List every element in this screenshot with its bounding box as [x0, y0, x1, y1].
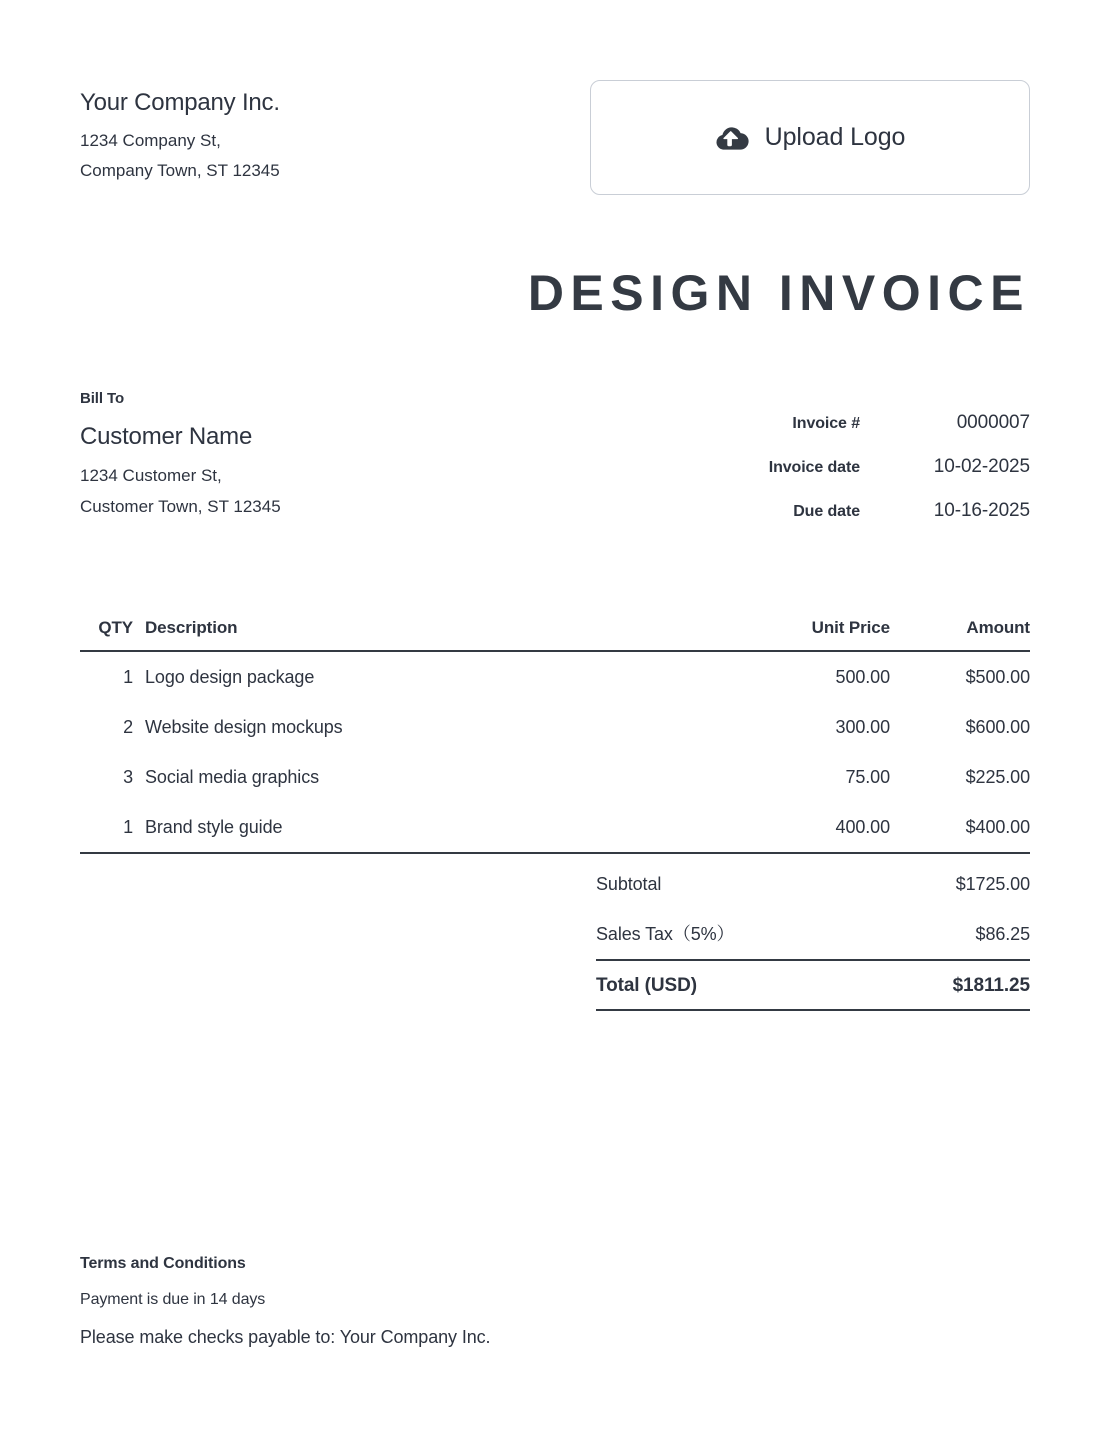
customer-address-line-2: Customer Town, ST 12345 [80, 496, 281, 516]
meta-row-invoice-date [650, 456, 1030, 500]
terms-title: Terms and Conditions [80, 1255, 246, 1272]
customer-address [80, 461, 510, 523]
invoice-header [80, 80, 1030, 200]
invoice-date-value: 10-02-2025 [933, 456, 1030, 477]
totals-block [596, 859, 1030, 1011]
cell-qty: 3 [123, 767, 133, 787]
cell-qty: 1 [123, 667, 133, 687]
company-block [80, 88, 280, 187]
bill-to-block [80, 390, 510, 523]
cell-amount: $225.00 [965, 767, 1030, 787]
cell-description: Logo design package [145, 667, 315, 687]
invoice-number-label: Invoice # [792, 415, 860, 432]
customer-address-line-1: 1234 Customer St, [80, 466, 222, 485]
cell-description: Social media graphics [145, 767, 319, 787]
sales-tax-label: Sales Tax（5%） [596, 924, 735, 944]
table-body [80, 652, 1030, 854]
cell-qty: 1 [123, 817, 133, 837]
table-header-row [80, 618, 1030, 652]
terms-and-conditions-block [80, 1255, 780, 1348]
column-header-unit-price: Unit Price [811, 618, 890, 637]
table-row [80, 702, 1030, 752]
terms-payment-line: Payment is due in 14 days [80, 1291, 266, 1308]
subtotal-label: Subtotal [596, 874, 662, 894]
meta-row-due-date [650, 500, 1030, 544]
grand-total-value: $1811.25 [952, 975, 1030, 996]
terms-checks-line: Please make checks payable to: Your Company Inc. [80, 1327, 491, 1347]
cloud-upload-icon [715, 124, 749, 152]
cell-unit-price: 400.00 [835, 817, 890, 837]
bill-to-label: Bill To [80, 390, 125, 407]
cell-amount: $500.00 [965, 667, 1030, 687]
due-date-value: 10-16-2025 [933, 500, 1030, 521]
table-row [80, 802, 1030, 852]
column-header-qty: QTY [98, 618, 133, 637]
cell-unit-price: 75.00 [845, 767, 890, 787]
cell-amount: $400.00 [965, 817, 1030, 837]
subtotal-row [596, 859, 1030, 909]
sales-tax-row [596, 909, 1030, 959]
upload-logo-label: Upload Logo [764, 123, 906, 151]
meta-row-invoice-number [650, 412, 1030, 456]
line-items-table [80, 618, 1030, 854]
cell-description: Website design mockups [145, 717, 343, 737]
column-header-description: Description [145, 618, 238, 637]
customer-name: Customer Name [80, 423, 253, 450]
due-date-label: Due date [793, 503, 860, 520]
subtotal-value: $1725.00 [955, 874, 1030, 894]
grand-total-row [596, 959, 1030, 1011]
sales-tax-value: $86.25 [975, 924, 1030, 944]
invoice-date-label: Invoice date [768, 459, 860, 476]
company-address-line-1: 1234 Company St, [80, 131, 221, 150]
upload-logo-button[interactable] [590, 80, 1030, 195]
company-name: Your Company Inc. [80, 89, 280, 116]
invoice-meta-block [650, 412, 1030, 544]
table-row [80, 652, 1030, 702]
cell-qty: 2 [123, 717, 133, 737]
cell-description: Brand style guide [145, 817, 283, 837]
grand-total-label: Total (USD) [596, 975, 697, 996]
table-row [80, 752, 1030, 802]
company-address [80, 126, 280, 187]
cell-amount: $600.00 [965, 717, 1030, 737]
cell-unit-price: 300.00 [835, 717, 890, 737]
page-title: DESIGN INVOICE [527, 265, 1030, 321]
cell-unit-price: 500.00 [835, 667, 890, 687]
column-header-amount: Amount [966, 618, 1030, 637]
company-address-line-2: Company Town, ST 12345 [80, 161, 280, 181]
invoice-number-value: 0000007 [956, 412, 1030, 433]
